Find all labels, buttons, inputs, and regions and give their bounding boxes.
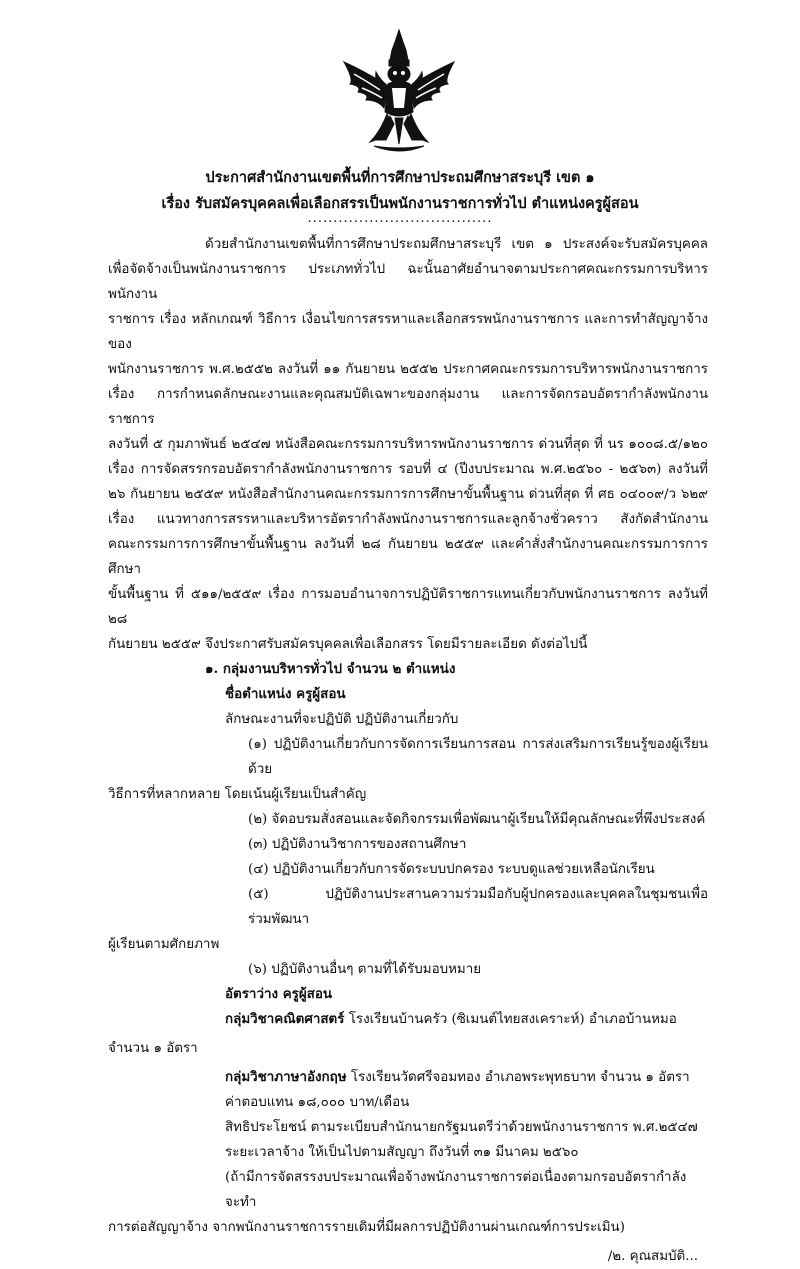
announcement-title: ประกาศสำนักงานเขตพื้นที่การศึกษาประถมศึกษาสระบุรี เขต ๑ [205,169,595,186]
intro-line: คณะกรรมการการศึกษาขั้นพื้นฐาน ลงวันที่ ๒๘ กันยายน ๒๕๕๙ และคำสั่งสำนักงานคณะกรรมการการศึกษา [108,537,708,577]
document-body [108,232,708,1269]
vacancy-item-continuation: จำนวน ๑ อัตรา [108,1041,198,1056]
duty-item: (๔) ปฏิบัติงานเกี่ยวกับการจัดระบบปกครอง ระบบดูแลช่วยเหลือนักเรียน [248,862,655,877]
intro-line: ขั้นพื้นฐาน ที่ ๕๑๑/๒๕๕๙ เรื่อง การมอบอำนาจการปฏิบัติราชการแทนเกี่ยวกับพนักงานราชการ ลงวันที่ ๒๘ [108,587,708,627]
contract-period: ระยะเวลาจ้าง ให้เป็นไปตามสัญญา ถึงวันที่ ๓๑ มีนาคม ๒๕๖๐ [225,1145,579,1160]
intro-line: กันยายน ๒๕๕๙ จึงประกาศรับสมัครบุคคลเพื่อเลือกสรร โดยมีรายละเอียด ดังต่อไปนี้ [108,637,588,652]
vacancy-detail: โรงเรียนวัดศรีจอมทอง อำเภอพระพุทธบาท จำนวน ๑ อัตรา [346,1070,690,1085]
benefits: สิทธิประโยชน์ ตามระเบียบสำนักนายกรัฐมนตรีว่าด้วยพนักงานราชการ พ.ศ.๒๕๔๗ [225,1120,698,1135]
vacancy-item [108,1007,708,1032]
intro-line: เรื่อง แนวทางการสรรหาและบริหารอัตรากำลังพนักงานราชการและลูกจ้างชั่วคราว สังกัดสำนักงาน [108,512,708,527]
page-continuation: /๒. คุณสมบัติ... [607,1249,698,1264]
duty-item: (๕) ปฏิบัติงานประสานความร่วมมือกับผู้ปกครองและบุคคลในชุมชนเพื่อร่วมพัฒนา [248,887,708,927]
intro-line: เพื่อจัดจ้างเป็นพนักงานราชการ ประเภททั่วไป ฉะนั้นอาศัยอำนาจตามประกาศคณะกรรมการบริหารพนักงาน [108,262,708,302]
intro-line: ลงวันที่ ๕ กุมภาพันธ์ ๒๕๔๗ หนังสือคณะกรรมการบริหารพนักงานราชการ ด่วนที่สุด ที่ นร ๑๐๐๘.๕/๑๒๐ [108,437,708,452]
duty-item-continuation: วิธีการที่หลากหลาย โดยเน้นผู้เรียนเป็นสำคัญ [108,787,367,802]
vacancy-subject: กลุ่มวิชาภาษาอังกฤษ [225,1069,347,1085]
vacancy-item [108,1065,708,1090]
duty-item: (๖) ปฏิบัติงานอื่นๆ ตามที่ได้รับมอบหมาย [248,962,482,977]
vacancy-heading: อัตราว่าง ครูผู้สอน [225,986,333,1002]
duty-item: (๒) จัดอบรมสั่งสอนและจัดกิจกรรมเพื่อพัฒนาผู้เรียนให้มีคุณลักษณะที่พึงประสงค์ [248,812,706,827]
title-separator: .................................... [307,211,493,226]
duty-item: (๓) ปฏิบัติงานวิชาการของสถานศึกษา [248,837,467,852]
compensation: ค่าตอบแทน ๑๘,๐๐๐ บาท/เดือน [225,1095,410,1110]
intro-line: เรื่อง การกำหนดลักษณะงานและคุณสมบัติเฉพาะของกลุ่มงาน และการจัดกรอบอัตรากำลังพนักงานราชการ [108,387,708,427]
intro-line: พนักงานราชการ พ.ศ.๒๕๕๒ ลงวันที่ ๑๑ กันยายน ๒๕๕๒ ประกาศคณะกรรมการบริหารพนักงานราชการ [108,362,708,377]
contract-note-continuation: การต่อสัญญาจ้าง จากพนักงานราชการรายเดิมที่มีผลการปฏิบัติงานผ่านเกณฑ์การประเมิน) [108,1220,625,1235]
vacancy-subject: กลุ่มวิชาคณิตศาสตร์ [225,1011,345,1027]
section-heading: ๑. กลุ่มงานบริหารทั่วไป จำนวน ๒ ตำแหน่ง [205,661,456,677]
duty-item-continuation: ผู้เรียนตามศักยภาพ [108,937,220,952]
vacancy-detail: โรงเรียนบ้านครัว (ซิเมนต์ไทยสงเคราะห์) อำเภอบ้านหมอ [344,1012,677,1027]
announcement-subject: เรื่อง รับสมัครบุคคลเพื่อเลือกสรรเป็นพนักงานราชการทั่วไป ตำแหน่งครูผู้สอน [161,195,639,212]
intro-line: เรื่อง การจัดสรรกรอบอัตรากำลังพนักงานราชการ รอบที่ ๔ (ปีงบประมาณ พ.ศ.๒๕๖๐ - ๒๕๖๓) ลงวันที่ [108,462,708,477]
intro-line: ด้วยสำนักงานเขตพื้นที่การศึกษาประถมศึกษาสระบุรี เขต ๑ ประสงค์จะรับสมัครบุคคล [205,237,708,252]
contract-note: (ถ้ามีการจัดสรรงบประมาณเพื่อจ้างพนักงานราชการต่อเนื่องตามกรอบอัตรากำลัง จะทำ [225,1170,687,1210]
intro-line: ๒๖ กันยายน ๒๕๕๙ หนังสือสำนักงานคณะกรรมการการศึกษาขั้นพื้นฐาน ด่วนที่สุด ที่ ศธ ๐๔๐๐๙/ว ๖๒๙ [108,487,708,502]
garuda-emblem-icon [340,28,458,160]
duties-intro: ลักษณะงานที่จะปฏิบัติ ปฏิบัติงานเกี่ยวกับ [225,712,459,727]
duty-item: (๑) ปฏิบัติงานเกี่ยวกับการจัดการเรียนการสอน การส่งเสริมการเรียนรู้ของผู้เรียนด้วย [248,737,708,777]
intro-line: ราชการ เรื่อง หลักเกณฑ์ วิธีการ เงื่อนไขการสรรหาและเลือกสรรพนักงานราชการ และการทำสัญญาจ้างของ [108,312,708,352]
position-name: ชื่อตำแหน่ง ครูผู้สอน [225,686,346,702]
